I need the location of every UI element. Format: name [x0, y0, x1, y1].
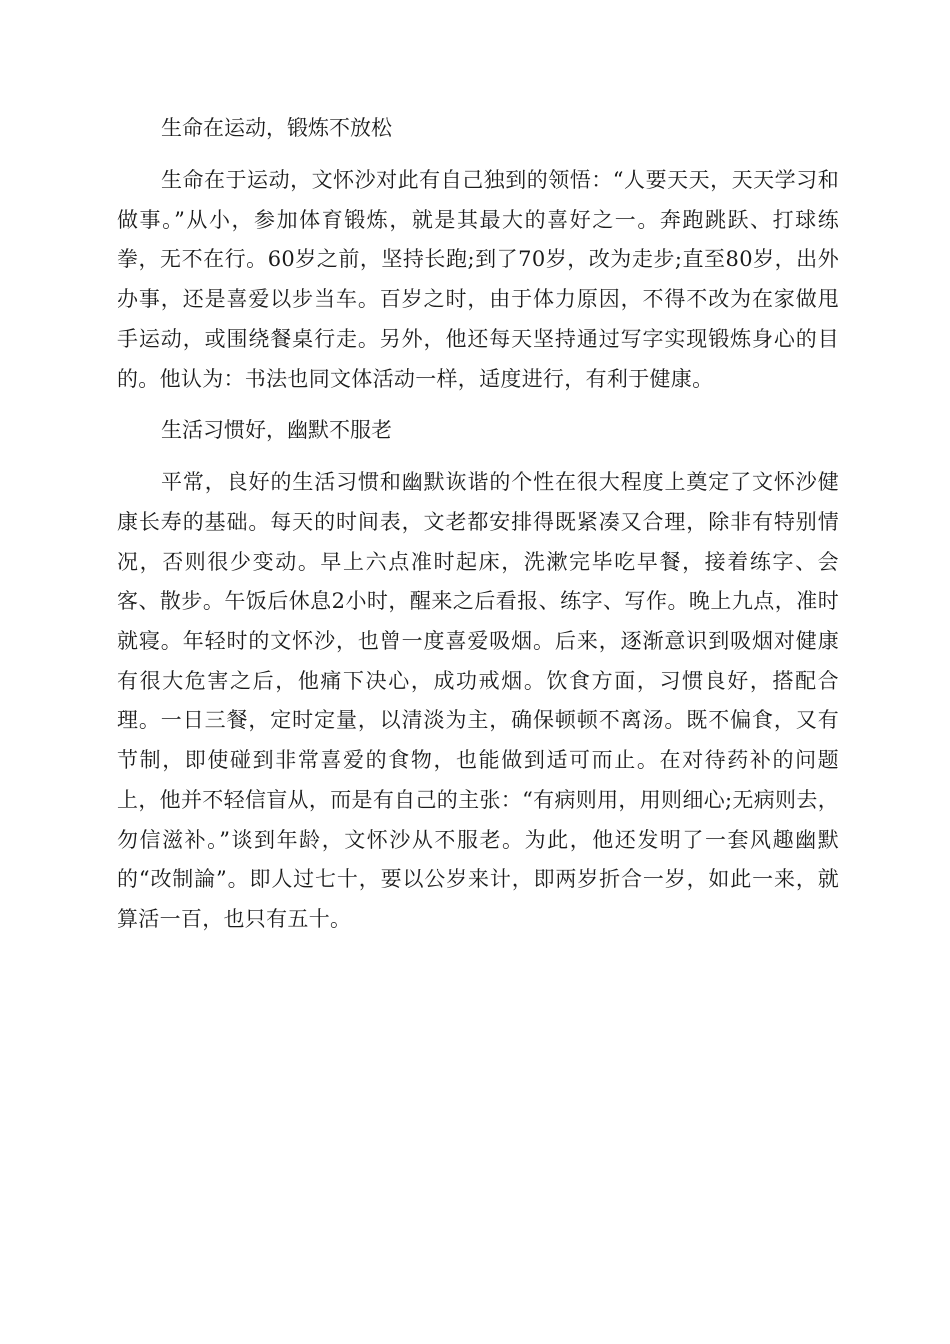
document-body	[117, 107, 839, 940]
section-paragraph-habits: 平常，良好的生活习惯和幽默诙谐的个性在很大程度上奠定了文怀沙健康长寿的基础。每天的时间表，文老都安排得既紧凑又合理，除非有特别情况，否则很少变动。早上六点准时起床，洗漱完毕吃早餐，接着练字、会客、散步。午饭后休息2小时，醒来之后看报、练字、写作。晚上九点，准时就寝。年轻时的文怀沙，也曾一度喜爱吸烟。后来，逐渐意识到吸烟对健康有很大危害之后，他痛下决心，成功戒烟。饮食方面，习惯良好，搭配合理。一日三餐，定时定量，以清淡为主，确保顿顿不离汤。既不偏食，又有节制，即使碰到非常喜爱的食物，也能做到适可而止。在对待药补的问题上，他并不轻信盲从，而是有自己的主张：“有病则用，用则细心;无病则去，勿信滋补。”谈到年龄，文怀沙从不服老。为此，他还发明了一套风趣幽默的“改制論”。即人过七十，要以公岁来计，即两岁折合一岁，如此一来，就算活一百，也只有五十。	[117, 470, 839, 931]
spacer	[117, 451, 839, 463]
section-heading-exercise: 生命在运动，锻炼不放松	[161, 116, 392, 140]
section-heading-habits: 生活习惯好，幽默不服老	[161, 418, 392, 443]
spacer	[117, 149, 839, 161]
section-paragraph-exercise: 生命在于运动，文怀沙对此有自己独到的领悟：“人要天天，天天学习和做事。”从小，参加体育锻炼，就是其最大的喜好之一。奔跑跳跃、打球练拳，无不在行。60岁之前，坚持长跑;到了70岁，改为走步;直至80岁，出外办事，还是喜爱以步当车。百岁之时，由于体力原因，不得不改为在家做甩手运动，或围绕餐桌行走。另外，他还每天坚持通过写字实现锻炼身心的目的。他认为：书法也同文体活动一样，适度进行，有利于健康。	[117, 168, 839, 391]
spacer	[117, 399, 839, 409]
